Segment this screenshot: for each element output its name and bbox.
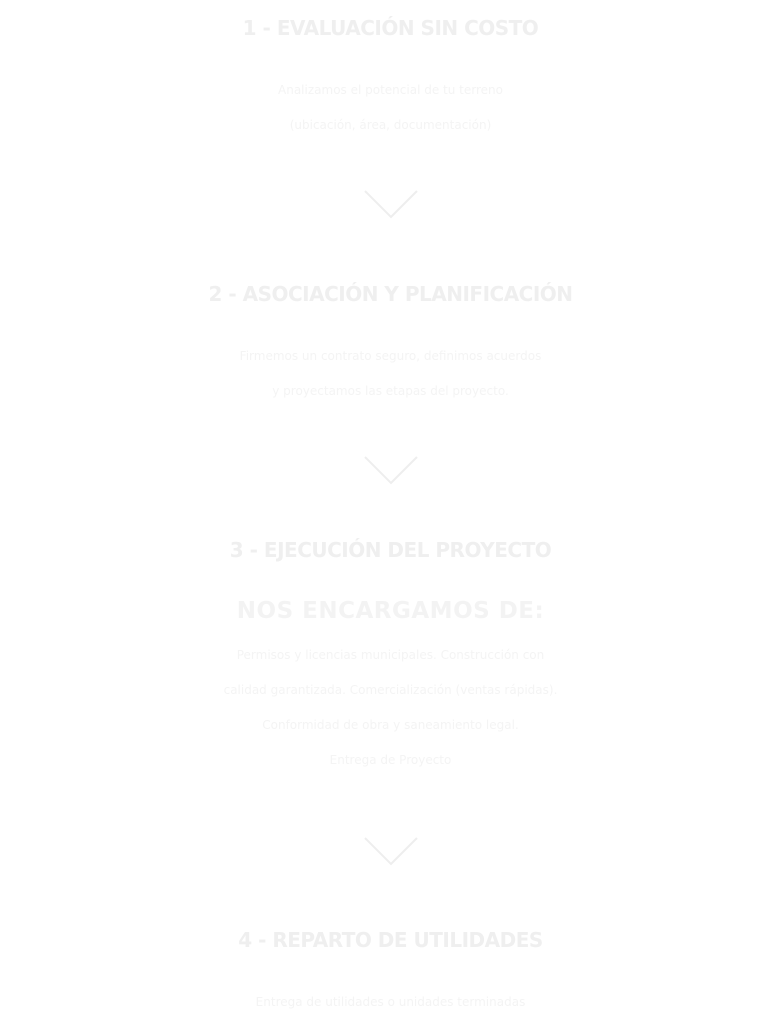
step-1-title: 1 - EVALUACIÓN SIN COSTO <box>242 16 539 40</box>
step-3-description-line: Permisos y licencias municipales. Construcción con <box>236 648 545 662</box>
step-3 <box>0 524 781 778</box>
step-3-description-line: Conformidad de obra y saneamiento legal. <box>262 718 519 732</box>
chevron-down-icon <box>364 837 418 867</box>
step-4-description <box>0 985 781 1020</box>
step-2-description-line: y proyectamos las etapas del proyecto. <box>272 384 509 398</box>
step-2-description <box>0 339 781 409</box>
step-2-title: 2 - ASOCIACIÓN Y PLANIFICACIÓN <box>208 282 573 306</box>
step-3-description <box>0 638 781 778</box>
step-3-description-line: calidad garantizada. Comercialización (ventas rápidas). <box>223 683 558 697</box>
step-1-description-line: (ubicación, área, documentación) <box>289 118 492 132</box>
step-3-subtitle: NOS ENCARGAMOS DE: <box>236 598 545 624</box>
step-2-description-line: Firmemos un contrato seguro, definimos acuerdos <box>239 349 542 363</box>
step-1-description-line: Analizamos el potencial de tu terreno <box>278 83 503 97</box>
step-4-description-line: Entrega de utilidades o unidades terminadas <box>255 995 526 1009</box>
chevron-down-icon <box>364 456 418 486</box>
step-4-title: 4 - REPARTO DE UTILIDADES <box>238 928 543 952</box>
step-3-title: 3 - EJECUCIÓN DEL PROYECTO <box>229 538 552 562</box>
step-2 <box>0 268 781 409</box>
step-4 <box>0 914 781 1020</box>
step-3-description-line: Entrega de Proyecto <box>329 753 452 767</box>
step-1 <box>0 2 781 143</box>
step-1-description <box>0 73 781 143</box>
chevron-down-icon <box>364 190 418 220</box>
